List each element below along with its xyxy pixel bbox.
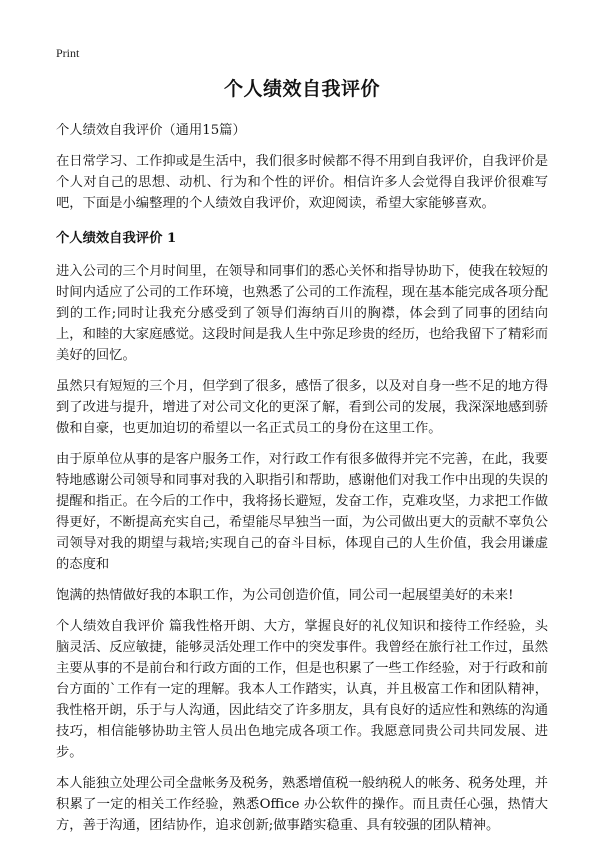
intro-paragraph: 在日常学习、工作抑或是生活中，我们很多时候都不得不用到自我评价，自我评价是个人对自己的思想、动机、行为和个性的评价。相信许多人会觉得自我评价很难写吧，下面是小编整理的个人绩效自我评价，欢迎阅读，希望大家能够喜欢。 xyxy=(56,154,548,211)
body-paragraph-5: 个人绩效自我评价 篇我性格开朗、大方，掌握良好的礼仪知识和接待工作经验，头脑灵活、反应敏捷，能够灵活处理工作中的突发事件。我曾经在旅行社工作过，虽然主要从事的不是前台和行政方面的工作，但是也积累了一些工作经验，对于行政和前台方面的`工作有一定的理解。我本人工作踏实，认真，并且极富工作和团队精神，我性格开朗，乐于与人沟通，因此结交了许多朋友，具有良好的适应性和熟练的沟通技巧，相信能够协助主管人员出色地完成各项工作。我愿意同贵公司共同发展、进步。 xyxy=(56,619,548,760)
page-title: 个人绩效自我评价 xyxy=(223,78,380,100)
body-paragraph-3: 由于原单位从事的是客户服务工作，对行政工作有很多做得并完不完善，在此，我要特地感谢公司领导和同事对我的入职指引和帮助，感谢他们对我工作中出现的失误的提醒和指正。在今后的工作中，我将扬长避短，发奋工作，克难攻坚，力求把工作做得更好，不断提高充实自己，希望能尽早独当一面，为公司做出更大的贡献不辜负公司领导对我的期望与栽培;实现自己的奋斗目标，体现自己的人生价值，我会用谦虚的态度和 xyxy=(56,452,548,572)
body-paragraph-6: 本人能独立处理公司全盘帐务及税务，熟悉增值税一般纳税人的帐务、税务处理，并积累了一定的相关工作经验，熟悉Office 办公软件的操作。而且责任心强，热情大方，善于沟通，团结协作，追求创新;做事踏实稳重、具有较强的团队精神。 xyxy=(56,776,548,833)
section-heading: 个人绩效自我评价 1 xyxy=(56,231,177,246)
print-link[interactable]: Print xyxy=(56,46,80,60)
article-subtitle: 个人绩效自我评价（通用15篇） xyxy=(56,123,246,138)
article xyxy=(56,76,548,846)
body-paragraph-4: 饱满的热情做好我的本职工作，为公司创造价值，同公司一起展望美好的未来! xyxy=(56,588,514,603)
body-paragraph-1: 进入公司的三个月时间里，在领导和同事们的悉心关怀和指导协助下，使我在较短的时间内适应了公司的工作环境，也熟悉了公司的工作流程，现在基本能完成各项分配到的工作;同时让我充分感受到了领导们海纳百川的胸襟，体会到了同事的团结向上，和睦的大家庭感觉。这段时间是我人生中弥足珍贵的经历，也给我留下了精彩而美好的回忆。 xyxy=(56,264,548,363)
body-paragraph-2: 虽然只有短短的三个月，但学到了很多，感悟了很多，以及对自身一些不足的地方得到了改进与提升，增进了对公司文化的更深了解，看到公司的发展，我深深地感到骄傲和自豪，也更加迫切的希望以一名正式员工的身份在这里工作。 xyxy=(56,379,548,436)
